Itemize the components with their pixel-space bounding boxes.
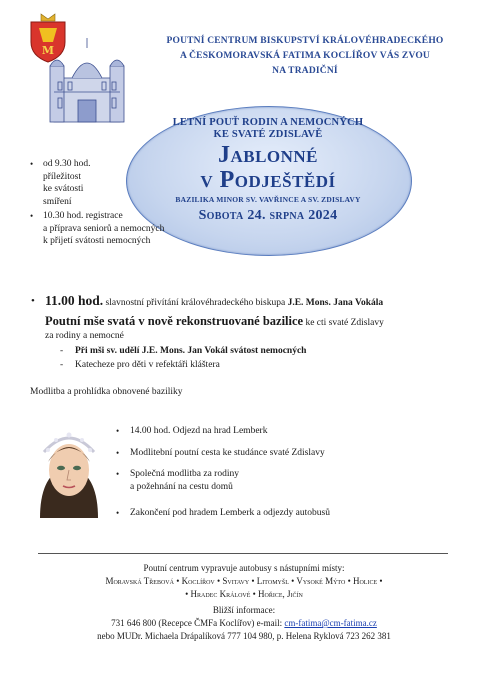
left-item-2-text1: registrace	[85, 211, 123, 221]
footer-places-2: • Hradec Králové • Hořice, Jičín	[185, 589, 303, 599]
header-line-1: POUTNÍ CENTRUM BISKUPSTVÍ KRÁLOVÉHRADECKÉHO	[166, 36, 444, 46]
left-item-1-text1: příležitost	[43, 171, 81, 182]
right-list	[116, 425, 456, 520]
footer-contact-2: nebo MUDr. Michaela Drápalíková 777 104 980, p. Helena Ryklová 723 262 381	[97, 631, 391, 641]
list-item: • od 9.30 hod. příležitost ke svátosti smíření	[30, 158, 220, 208]
main-sub-1: Při mši sv. udělí J.E. Mons. Jan Vokál svátost nemocných	[75, 346, 307, 356]
svg-text:M: M	[41, 44, 55, 57]
event-line-1: LETNÍ POUŤ RODIN A NEMOCNÝCH	[172, 117, 364, 128]
list-item: • 10.30 hod. registrace a příprava seniorů a nemocných k přijetí svátosti nemocných	[30, 210, 220, 248]
main-afternoon: Modlitba a prohlídka obnovené baziliky	[30, 387, 183, 397]
header-line-2: A ČESKOMORAVSKÁ FATIMA KOCLÍŘOV VÁS ZVOU	[179, 51, 430, 61]
event-title-2: v Podještědí	[200, 167, 336, 193]
left-list	[30, 158, 220, 248]
basilica-drawing	[42, 28, 132, 128]
footer-contact-1: 731 646 800 (Recepce ČMFa Koclířov) e-mail:	[111, 618, 285, 628]
main-bishop: J.E. Mons. Jana Vokála	[287, 298, 384, 308]
main-mass-rest-2: za rodiny a nemocné	[45, 331, 124, 341]
footer-places-1: Moravská Třebová • Koclířov • Svitavy • Litomyšl • Vysoké Mýto • Holice •	[105, 576, 383, 586]
email-link[interactable]: cm-fatima@cm-fatima.cz	[284, 618, 377, 628]
footer-line-1: Poutní centrum vypravuje autobusy s nástupními místy:	[143, 563, 345, 573]
saint-zdislava-portrait	[34, 422, 104, 518]
left-item-2-text3: k přijetí svátosti nemocných	[43, 236, 151, 246]
list-item: • Zakončení pod hradem Lemberk a odjezdy autobusů	[116, 508, 330, 518]
left-item-2-text2: a příprava seniorů a nemocných	[43, 223, 165, 234]
right-item-2: Modlitební poutní cesta ke studánce svaté Zdislavy	[130, 447, 325, 458]
main-welcome: slavnostní přivítání královéhradeckého biskupa	[105, 298, 288, 308]
right-item-1: 14.00 hod. Odjezd na hrad Lemberk	[130, 426, 268, 436]
main-mass: Poutní mše svatá v nově rekonstruované bazilice	[45, 314, 304, 328]
list-item: • Společná modlitba za rodiny a požehnání na cestu domů	[116, 468, 456, 493]
header-line-3: NA TRADIČNÍ	[272, 66, 338, 76]
event-basilica: BAZILIKA MINOR SV. VAVŘINCE A SV. ZDISLAVY	[175, 195, 361, 204]
event-line-2: KE SVATÉ ZDISLAVĚ	[213, 129, 323, 140]
main-time: 11.00 hod.	[45, 293, 104, 308]
main-mass-rest: ke cti svaté Zdislavy	[303, 318, 384, 328]
header	[140, 34, 470, 79]
right-item-4: Zakončení pod hradem Lemberk a odjezdy autobusů	[130, 508, 330, 518]
left-item-1-text2: ke svátosti	[43, 184, 84, 194]
event-date: Sobota 24. srpna 2024	[198, 208, 338, 223]
list-item: • Modlitební poutní cesta ke studánce svaté Zdislavy	[116, 447, 325, 458]
footer	[30, 562, 458, 643]
right-item-3b: a požehnání na cestu domů	[130, 481, 233, 492]
footer-divider	[38, 553, 448, 554]
footer-info-label: Bližší informace:	[212, 605, 276, 615]
main-program: • 11.00 hod. slavnostní přivítání královéhradeckého biskupa J.E. Mons. Jana Vokála Poutní mše svatá v nově rekonstruované bazilice ke cti svaté Zdislavy za rodiny a nemocné - Při mši sv. udělí J.E. Mons. Jan Vokál svátost nemocných - Katecheze pro děti v refektáři kláštera Modlitba a prohlídka obnovené baziliky	[30, 294, 462, 399]
right-item-3a: Společná modlitba za rodiny	[130, 469, 239, 479]
main-sub-2: Katecheze pro děti v refektáři kláštera	[75, 360, 220, 370]
left-item-1-text3: smíření	[43, 196, 72, 207]
list-item: • 14.00 hod. Odjezd na hrad Lemberk	[116, 426, 268, 436]
event-title-1: Jablonné	[217, 142, 319, 168]
left-item-1-time: od 9.30 hod.	[43, 159, 91, 169]
left-item-2-time: 10.30 hod.	[43, 211, 84, 221]
